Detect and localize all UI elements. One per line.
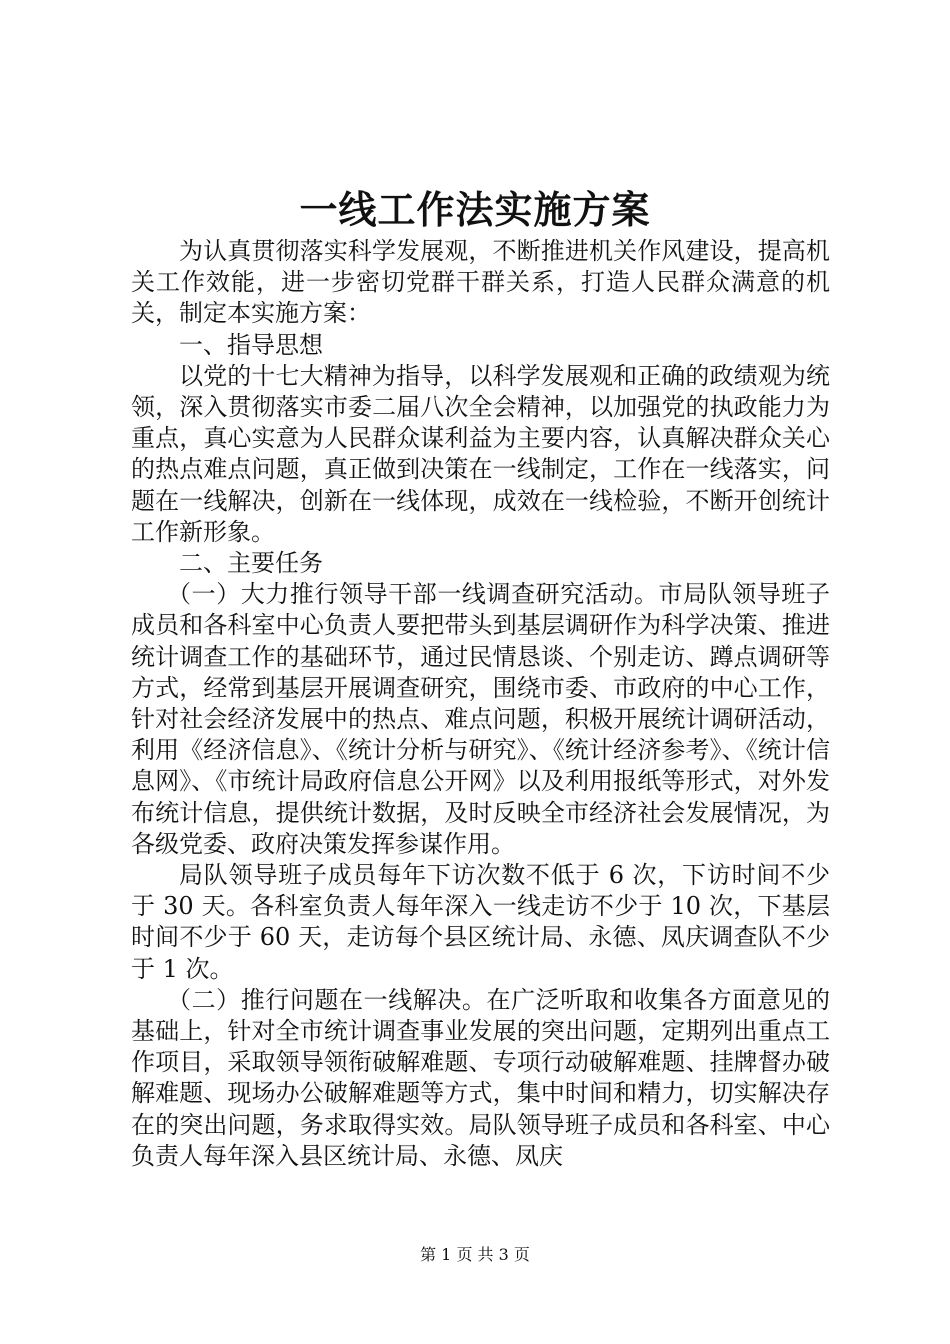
intro-paragraph: 为认真贯彻落实科学发展观，不断推进机关作风建设，提高机关工作效能，进一步密切党群干群关系，打造人民群众满意的机关，制定本实施方案： (131, 237, 830, 328)
section-heading-guiding-ideology: 一、指导思想 (179, 330, 323, 359)
section-heading-main-tasks: 二、主要任务 (179, 549, 323, 578)
visit-requirements-paragraph: 局队领导班子成员每年下访次数不低于 6 次，下访时间不少于 30 天。各科室负责人每年深入一线走访不少于 10 次，下基层时间不少于 60 天，走访每个县区统计局、永德、凤庆调查队不少于 1 次。 (131, 861, 830, 983)
guiding-ideology-paragraph: 以党的十七大精神为指导，以科学发展观和正确的政绩观为统领，深入贯彻落实市委二届八次全会精神，以加强党的执政能力为重点，真心实意为人民群众谋利益为主要内容，认真解决群众关心的热点难点问题，真正做到决策在一线制定，工作在一线落实，问题在一线解决，创新在一线体现，成效在一线检验，不断开创统计工作新形象。 (131, 361, 830, 546)
document-body (131, 236, 830, 1172)
page-number-footer: 第 1 页 共 3 页 (420, 1245, 530, 1264)
task-two-paragraph: （二）推行问题在一线解决。在广泛听取和收集各方面意见的基础上，针对全市统计调查事业发展的突出问题，定期列出重点工作项目，采取领导领衔破解难题、专项行动破解难题、挂牌督办破解难题、现场办公破解难题等方式，集中时间和精力，切实解决存在的突出问题，务求取得实效。局队领导班子成员和各科室、中心负责人每年深入县区统计局、永德、凤庆 (131, 985, 830, 1170)
task-one-paragraph: （一）大力推行领导干部一线调查研究活动。市局队领导班子成员和各科室中心负责人要把带头到基层调研作为科学决策、推进统计调查工作的基础环节，通过民情恳谈、个别走访、蹲点调研等方式，经常到基层开展调查研究，围绕市委、市政府的中心工作，针对社会经济发展中的热点、难点问题，积极开展统计调研活动，利用《经济信息》、《统计分析与研究》、《统计经济参考》、《统计信息网》、《市统计局政府信息公开网》以及利用报纸等形式，对外发布统计信息，提供统计数据，及时反映全市经济社会发展情况，为各级党委、政府决策发挥参谋作用。 (131, 580, 830, 858)
document-title: 一线工作法实施方案 (299, 187, 651, 232)
